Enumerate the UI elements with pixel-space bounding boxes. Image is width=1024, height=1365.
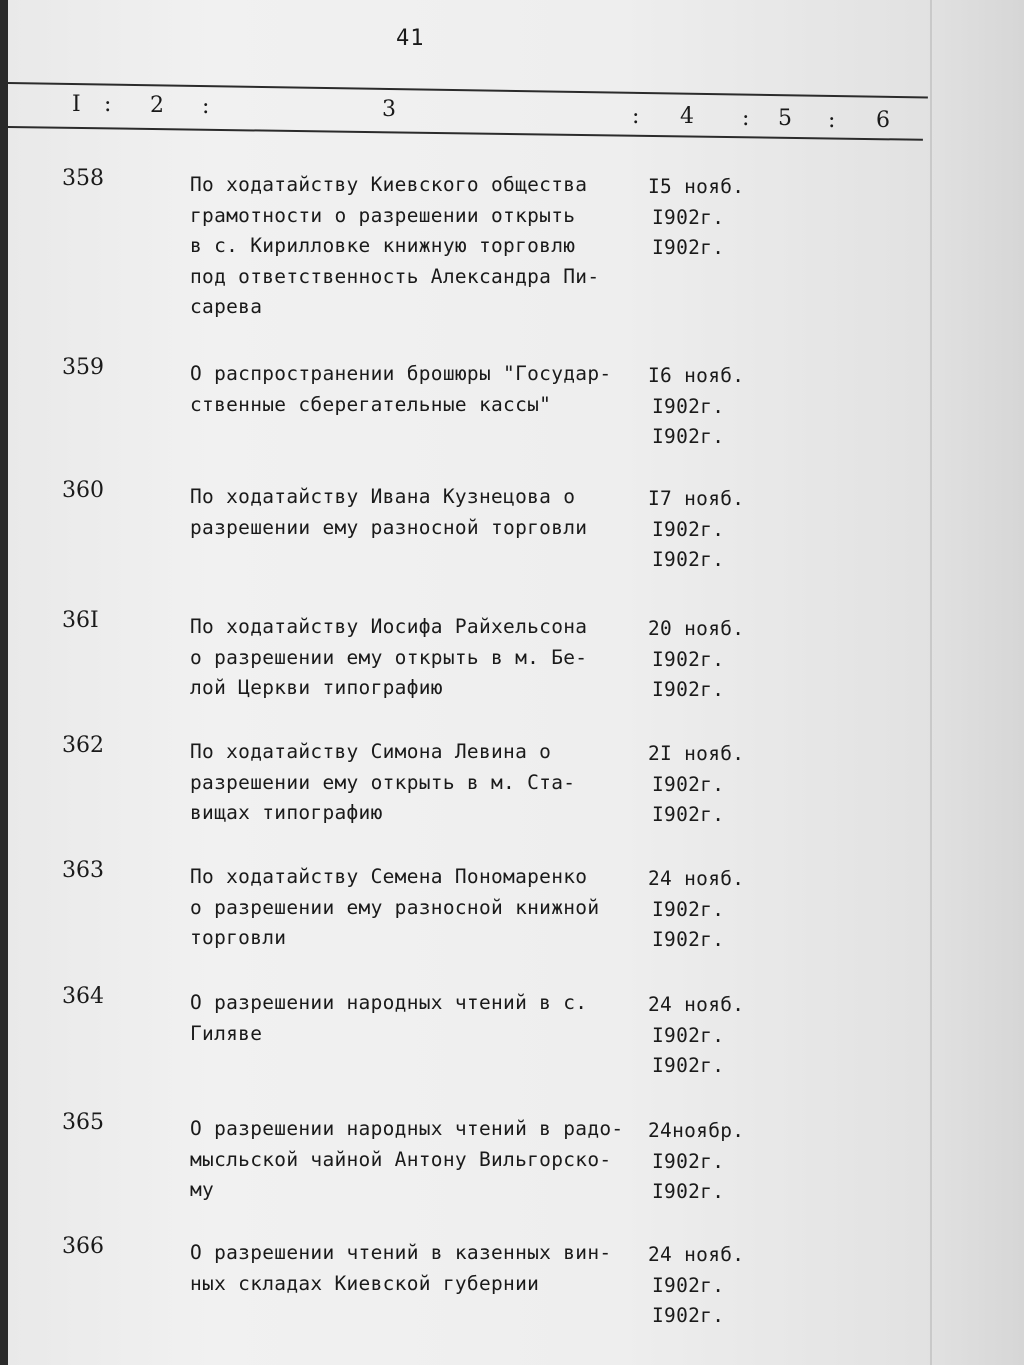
entry-number: 363 — [62, 858, 104, 883]
column-separator: : — [104, 92, 112, 117]
entry-year-start: I902г. — [652, 772, 725, 796]
entry-description: По ходатайству Ивана Кузнецова о разрешении ему разносной торговли — [190, 485, 588, 539]
entry-number: 360 — [62, 478, 104, 503]
entry-year-end: I902г. — [652, 548, 725, 571]
entry-date: 20 нояб. — [648, 617, 745, 640]
entry-year-start: I902г. — [652, 647, 725, 671]
entry-year-end: I902г. — [652, 1304, 725, 1327]
entry-year-end: I902г. — [652, 425, 725, 448]
entry-year-start: I902г. — [652, 517, 725, 541]
column-separator: : — [632, 104, 640, 129]
entry-date: 2I нояб. — [648, 742, 745, 765]
entry-description: По ходатайству Киевского общества грамотности о разрешении открыть в с. Кирилловке книжную торговлю под ответственность Александра Пи- сарева — [190, 173, 600, 318]
entry-year-start: I902г. — [652, 205, 725, 229]
entry-year-start: I902г. — [652, 394, 725, 418]
entry-dates — [648, 1116, 788, 1208]
entry-date: I5 нояб. — [648, 175, 745, 198]
entry-date: 24 нояб. — [648, 867, 745, 890]
entry-description: По ходатайству Иосифа Райхельсона о разрешении ему открыть в м. Бе- лой Церкви типографию — [190, 615, 588, 699]
entry-description: О разрешении народных чтений в с. Гиляве — [190, 991, 588, 1045]
entry-dates — [648, 172, 788, 264]
entry-number: 366 — [62, 1234, 104, 1259]
entry-dates — [648, 739, 788, 831]
entry-year-start: I902г. — [652, 1149, 725, 1173]
entry-description: О разрешении чтений в казенных вин- ных складах Киевской губернии — [190, 1241, 612, 1295]
column-separator: : — [828, 108, 836, 133]
entry-dates — [648, 361, 788, 453]
column-heading-6: 6 — [876, 108, 890, 133]
entry-number: 364 — [62, 984, 104, 1009]
entry-dates — [648, 990, 788, 1082]
entry-year-end: I902г. — [652, 803, 725, 826]
column-separator: : — [742, 106, 750, 131]
entry-dates — [648, 484, 788, 576]
entry-year-end: I902г. — [652, 928, 725, 951]
entry-date: 24 нояб. — [648, 993, 745, 1016]
entry-number: 358 — [62, 166, 104, 191]
column-separator: : — [202, 94, 210, 119]
entry-number: 365 — [62, 1110, 104, 1135]
entry-date: 24ноябр. — [648, 1119, 745, 1142]
entry-dates — [648, 864, 788, 956]
page-ruling — [930, 0, 932, 1365]
page-number: 41 — [396, 26, 425, 51]
entry-description: О разрешении народных чтений в радо- мысльской чайной Антону Вильгорско- му — [190, 1117, 624, 1201]
entry-year-start: I902г. — [652, 897, 725, 921]
entry-number: 362 — [62, 733, 104, 758]
entry-number: 359 — [62, 355, 104, 380]
column-heading-3: 3 — [382, 97, 396, 122]
entry-year-start: I902г. — [652, 1273, 725, 1297]
scan-edge — [0, 0, 8, 1365]
column-heading-1: I — [72, 92, 81, 117]
entry-date: I7 нояб. — [648, 487, 745, 510]
entry-year-end: I902г. — [652, 678, 725, 701]
column-heading-5: 5 — [778, 106, 792, 131]
entry-description: По ходатайству Симона Левина о разрешении ему открыть в м. Ста- вищах типографию — [190, 740, 576, 824]
column-heading-2: 2 — [150, 93, 164, 118]
entry-year-end: I902г. — [652, 1180, 725, 1203]
entry-description: По ходатайству Семена Пономаренко о разрешении ему разносной книжной торговли — [190, 865, 600, 949]
entry-date: 24 нояб. — [648, 1243, 745, 1266]
entry-description: О распространении брошюры "Государ- ственные сберегательные кассы" — [190, 362, 612, 416]
entry-number: 36I — [62, 608, 99, 633]
entry-dates — [648, 614, 788, 706]
entry-date: I6 нояб. — [648, 364, 745, 387]
entry-dates — [648, 1240, 788, 1332]
entry-year-end: I902г. — [652, 236, 725, 259]
column-heading-4: 4 — [680, 104, 694, 129]
entry-year-start: I902г. — [652, 1023, 725, 1047]
entry-year-end: I902г. — [652, 1054, 725, 1077]
